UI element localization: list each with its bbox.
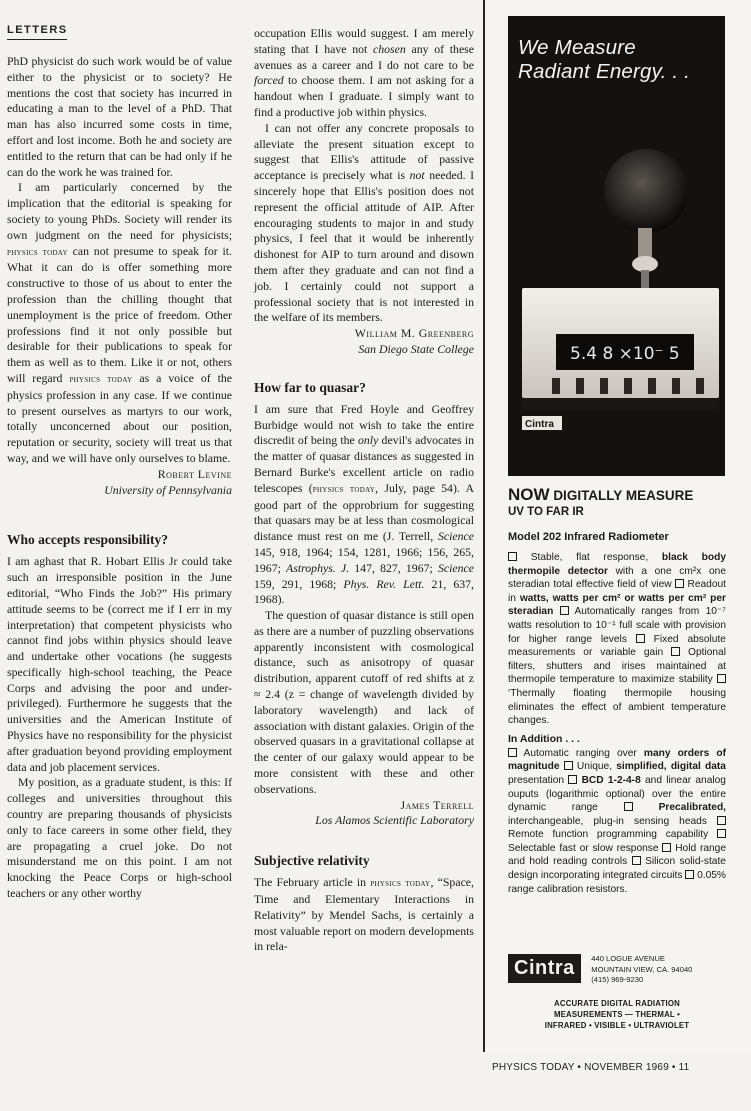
signature-name: William M. Greenberg [354, 326, 474, 341]
paragraph: I can not offer any concrete proposals to alleviate the present situation except to suggest that Ellis's attitude of passive acceptance is precisely what is not needed. I sincerely hope that Ellis's position does not represent the official attitude of AIP. After encouraging students to major in and study physics, I feel that it would be inherently dishonest for AIP to turn around and disown them after they graduate and can not find a job. I certainly could not support a professional society that is not interested in the welfare of its members. [254, 120, 475, 325]
ad-body [508, 486, 726, 896]
letter-heading: Who accepts responsibility? [7, 532, 169, 548]
ad-footer [508, 954, 726, 1031]
ad-tagline: NOW DIGITALLY MEASURE [508, 485, 694, 504]
ad-features-2: Automatic ranging over many orders of magnitude Unique, simplified, digital data presentation BCD 1-2-4-8 and linear analog ouputs (logarithmic optional) over the entire dynamic range Precalibrated, interchangeable, plug-in sensing heads Remote function programming capability Selectable fast or slow response Hold range and hold reading controls Silicon solid-state design incorporating integrated circuits 0.05% range calibration resistors. [508, 747, 726, 895]
page-footer: PHYSICS TODAY • NOVEMBER 1969 • 11 [492, 1062, 690, 1073]
ad-subheading: In Addition . . . [508, 732, 580, 745]
column-2 [254, 26, 474, 955]
signature-affiliation: Los Alamos Scientific Laboratory [315, 813, 474, 828]
radiometer-illustration [508, 16, 725, 476]
paragraph: PhD physicist do such work would be of value either to the physicist or to society? He mentions the cost that society has incurred in educating a man to the level of a PhD. That man has also incurred some costs in time, effort and lost income. Both he and society are entitled to the return that can be had only if he can do the work he was trained for. [7, 54, 232, 179]
ad-features: Stable, flat response, black body thermopile detector with a one cm²x one steradian total effective field of view Readout in watts, watts per cm² or watts per cm² per steradian Automatically ranges from 10⁻⁷ watts resolution to 10⁻¹ full scale with provision for higher range levels Fixed absolute measurements or variable gain Optional filters, shutters and irises maintained at thermopile temperature to maximize stability ‘Thermally floating thermopile housing eliminates the effect of ambient temperature changes. [508, 552, 727, 727]
cintra-logo: Cintra [508, 954, 581, 983]
section-rule [7, 39, 67, 40]
paragraph: The question of quasar distance is still open as there are a number of puzzling observations apparently inconsistent with cosmological distance, such as anisotropy of quasar distribution, apparent cutoff of red shifts at z ≈ 2.4 (z = change of wavelength divided by laboratory wavelength) and lack of association with distant galaxies. Origin of the observed quasars in a gravitational collapse at the center of our galaxy would appear to be more consistent with these and other observations. [254, 608, 474, 796]
display-reading: 5.4 8 ×10⁻ 5 [570, 344, 680, 364]
signature: James Terrell [400, 797, 474, 812]
brand-plate-text: Cintra [525, 419, 554, 430]
paragraph: My position, as a graduate student, is this: If colleges and universities throughout this country are preparing thousands of physicists only to face careers in some other field, they are propagating a cruel joke. Do not misunderstand me on this point. I am not knocking the Peace Corps or high-school teachers or any other worthy [7, 775, 232, 901]
ad-tagline-2: UV TO FAR IR [508, 506, 584, 518]
section-label: LETTERS [7, 24, 68, 36]
signature-affiliation: San Diego State College [358, 341, 474, 356]
letter-heading: How far to quasar? [254, 379, 366, 395]
paragraph: I am sure that Fred Hoyle and Geoffrey Burbidge would not wish to take the entire discredit of being the only devil's advocates in the matter of quasar distances as suggested in Bernard Burke's excellent article on radio telescopes (physics today, July, page 54). A good part of the opprobrium for suggesting that quasars may be at less than cosmological distance must rest on me (J. Terrell, Science 145, 918, 1964; 154, 1281, 1966; 156, 265, 1967; Astrophys. J. 147, 827, 1967; Science 159, 291, 1968; Phys. Rev. Lett. 21, 637, 1968). [254, 401, 475, 607]
ad-headline: We Measure Radiant Energy. . . [518, 36, 691, 83]
radiometer-photo [508, 16, 725, 476]
company-address: 440 LOGUE AVENUE MOUNTAIN VIEW, CA. 94040 (415) 969-9230 [591, 954, 693, 984]
signature-affiliation: University of Pennsylvania [104, 482, 232, 497]
column-1 [7, 54, 232, 902]
ad-slogan: ACCURATE DIGITAL RADIATION MEASUREMENTS — THERMAL • INFRARED • VISIBLE • ULTRAVIOLET [544, 998, 690, 1030]
letter-heading: Subjective relativity [254, 853, 370, 869]
paragraph: occupation Ellis would suggest. I am merely stating that I have not chosen any of these avenues as a career and I do not care to be forced to choose them. I am not asking for a handout when I graduate. I simply want to find a productive job within physics. [254, 26, 475, 119]
signature-name: Robert Levine [157, 466, 232, 481]
paragraph: I am particularly concerned by the implication that the editorial is speaking for society to young PhDs. Society will render its own judgment on the need for physicists; physics today can not presume to speak for it. What it can do is offer something more constructive to those of us about to enter the profession than the chilling thought that unemployment is the price of freedom. Other professions find it not only possible but desirable for their publications to speak for them as well as to them. Like it or not, others will regard physics today as a voice of the physics profession in any case. If we continue to present ourselves as martyrs to our work, totally unconcerned about our position, reputation or security, society will treat us that way, and we will have only ourselves to blame. [7, 180, 233, 465]
paragraph: I am aghast that R. Hobart Ellis Jr could take such an irresponsible position in the June editorial, “Who Finds the Job?” His primary attitude seems to be (correct me if I err in my interpretation) that competent physicists who cannot find jobs within physics should leave and undertake other vocations (he suggests specifically high-school teaching, the Peace Corps and advising the poor and under-privileged). Furthermore he suggests that the universities and the American Institute of Physics have no responsibility for the physicist after graduation beyond providing employment data and job placement services. [7, 554, 232, 774]
sensor-head-icon [604, 149, 688, 233]
paragraph: The February article in physics today, “Space, Time and Elementary Interactions in Relativity” by Mendel Sachs, is certainly a most valuable report on modern developments in rela- [254, 875, 474, 954]
advertisement [483, 0, 751, 1052]
ad-model: Model 202 Infrared Radiometer [508, 531, 669, 543]
